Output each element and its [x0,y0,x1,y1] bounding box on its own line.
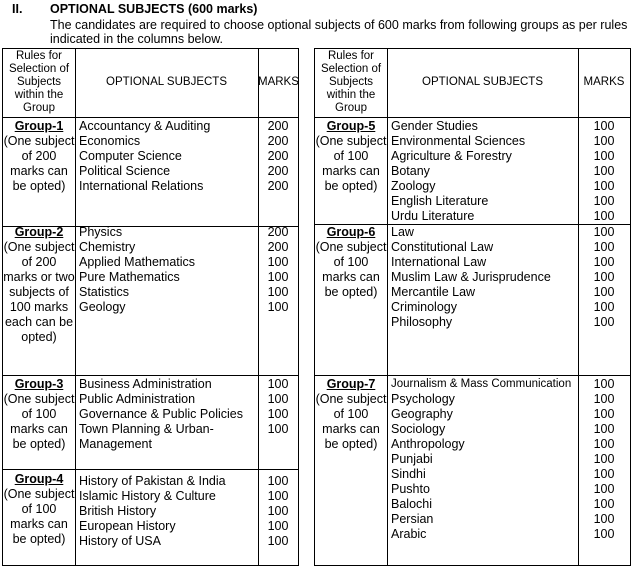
subject-list: Journalism & Mass Communication Psychology Geography Sociology Anthropology Punjabi Sindhi Pushto Balochi Persian Arabic [391,378,572,541]
group-name: Group-7 [326,377,376,391]
group-rule: Group-3 (One subject of 100 marks can be opted) [3,377,75,451]
left-table [2,48,299,566]
subject-list: Accountancy & Auditing Economics Computer Science Political Science International Relations [79,119,211,193]
group-rule: Group-5 (One subject of 100 marks can be opted) [315,119,387,193]
right-table [314,48,631,566]
marks-column-header: MARKS [583,76,625,88]
rules-column-header: Rules for Selection of Subjects within the Group [320,50,382,114]
marks-list: 100 100 100 100 100 100 100 100 100 100 100 [593,377,615,541]
marks-list: 200 200 100 100 100 100 [267,225,289,314]
marks-list: 200 200 200 200 200 [267,119,289,193]
section-number: II. [12,2,23,16]
group-rule: Group-1 (One subject of 200 marks can be opted) [3,119,75,193]
marks-list: 100 100 100 100 100 100 100 [593,225,615,329]
subject-list: History of Pakistan & India Islamic History & Culture British History European History History of USA [79,474,226,548]
group-name: Group-3 [14,377,64,391]
marks-list: 100 100 100 100 [267,377,289,436]
group-name: Group-1 [14,119,64,133]
subject-list: Gender Studies Environmental Sciences Agriculture & Forestry Botany Zoology English Literature Urdu Literature [391,119,526,223]
marks-list: 100 100 100 100 100 100 100 [593,119,615,223]
subjects-column-header: OPTIONAL SUBJECTS [422,76,543,88]
rules-column-header: Rules for Selection of Subjects within the Group [8,50,70,114]
subject-list: Business Administration Public Administration Governance & Public Policies Town Planning & Urban-Management [79,377,243,451]
subject-list: Physics Chemistry Applied Mathematics Pure Mathematics Statistics Geology [79,225,196,314]
section-title: OPTIONAL SUBJECTS (600 marks) [50,2,258,16]
group-name: Group-2 [14,225,64,239]
group-name: Group-4 [14,472,64,486]
group-rule: Group-2 (One subject of 200 marks or two subjects of 100 marks each can be opted) [3,225,75,344]
group-name: Group-5 [326,119,376,133]
group-rule: Group-7 (One subject of 100 marks can be opted) [315,377,387,451]
section-description: The candidates are required to choose optional subjects of 600 marks from following groups as per rules indicated in the columns below. [50,18,628,46]
marks-list: 100 100 100 100 100 [267,474,289,548]
group-name: Group-6 [326,225,376,239]
subjects-column-header: OPTIONAL SUBJECTS [106,76,227,88]
group-rule: Group-6 (One subject of 100 marks can be opted) [315,225,387,299]
subject-list: Law Constitutional Law International Law Muslim Law & Jurisprudence Mercantile Law Criminology Philosophy [391,225,551,329]
marks-column-header: MARKS [258,76,299,88]
group-rule: Group-4 (One subject of 100 marks can be opted) [3,472,75,546]
